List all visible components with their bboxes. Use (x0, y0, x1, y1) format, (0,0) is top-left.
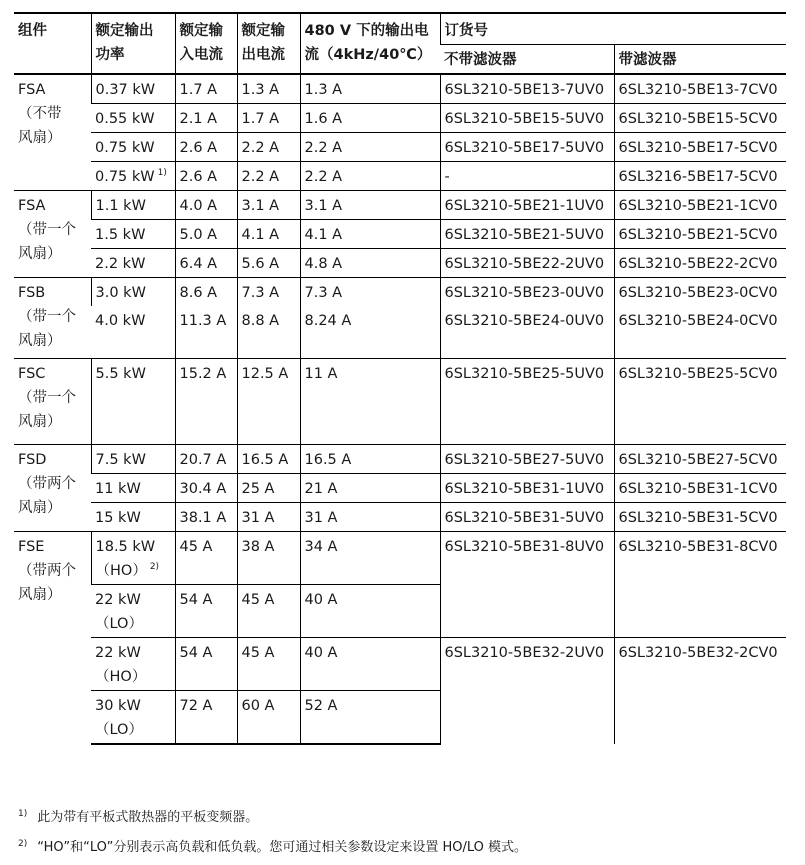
order-filter-cell: 6SL3210-5BE15-5CV0 (614, 104, 786, 133)
order-filter-cell: 6SL3210-5BE24-0CV0 (614, 306, 786, 358)
input-current-cell: 2.6 A (175, 162, 237, 191)
order-no-filter-cell: 6SL3210-5BE23-0UV0 (440, 278, 614, 307)
order-filter-cell: 6SL3210-5BE23-0CV0 (614, 278, 786, 307)
output-current-cell: 12.5 A (237, 358, 300, 444)
output-current-480v-cell: 16.5 A (300, 444, 440, 473)
order-filter-cell: 6SL3210-5BE27-5CV0 (614, 444, 786, 473)
order-no-filter-cell: - (440, 162, 614, 191)
input-current-cell: 15.2 A (175, 358, 237, 444)
order-filter-cell: 6SL3210-5BE32-2CV0 (614, 637, 786, 744)
output-current-cell: 3.1 A (237, 191, 300, 220)
input-current-cell: 6.4 A (175, 249, 237, 278)
header-without-filter: 不带滤波器 (440, 45, 614, 75)
output-current-480v-cell: 21 A (300, 473, 440, 502)
order-no-filter-cell: 6SL3210-5BE31-1UV0 (440, 473, 614, 502)
output-current-480v-cell: 1.3 A (300, 74, 440, 104)
input-current-cell: 38.1 A (175, 502, 237, 531)
footnote-1 (18, 806, 258, 825)
order-no-filter-cell: 6SL3210-5BE13-7UV0 (440, 74, 614, 104)
component-cell: FSB （带一个 风扇） (14, 278, 91, 359)
order-no-filter-cell: 6SL3210-5BE15-5UV0 (440, 104, 614, 133)
output-current-cell: 1.3 A (237, 74, 300, 104)
order-no-filter-cell: 6SL3210-5BE22-2UV0 (440, 249, 614, 278)
order-filter-cell: 6SL3210-5BE17-5CV0 (614, 133, 786, 162)
component-cell: FSA （不带 风扇） (18, 82, 62, 146)
power-cell: 22 kW （HO） (91, 637, 175, 690)
power-cell: 2.2 kW (91, 249, 175, 278)
order-no-filter-cell: 6SL3210-5BE31-5UV0 (440, 502, 614, 531)
power-cell: 0.75 kW (91, 133, 175, 162)
order-no-filter-cell: 6SL3210-5BE27-5UV0 (440, 444, 614, 473)
output-current-480v-cell: 40 A (300, 584, 440, 637)
component-cell: FSC （带一个 风扇） (14, 358, 91, 444)
input-current-cell: 5.0 A (175, 220, 237, 249)
header-component: 组件 (14, 13, 91, 74)
order-no-filter-cell: 6SL3210-5BE21-1UV0 (440, 191, 614, 220)
order-filter-cell: 6SL3216-5BE17-5CV0 (614, 162, 786, 191)
output-current-cell: 16.5 A (237, 444, 300, 473)
output-current-480v-cell: 4.8 A (300, 249, 440, 278)
output-current-cell: 38 A (237, 531, 300, 584)
header-rated-output-current: 额定输 出电流 (237, 13, 300, 74)
input-current-cell: 2.1 A (175, 104, 237, 133)
input-current-cell: 11.3 A (175, 306, 237, 358)
output-current-cell: 2.2 A (237, 133, 300, 162)
power-cell: 0.75 kW $^{1)}$ (91, 162, 175, 191)
output-current-cell: 8.8 A (237, 306, 300, 358)
footnote-ref: 2) (149, 561, 160, 572)
spec-table (14, 12, 786, 745)
input-current-cell: 1.7 A (175, 74, 237, 104)
output-current-480v-cell: 2.2 A (300, 162, 440, 191)
output-current-480v-cell: 2.2 A (300, 133, 440, 162)
input-current-cell: 45 A (175, 531, 237, 584)
input-current-cell: 8.6 A (175, 278, 237, 307)
footnote-mark: 2) (18, 838, 28, 849)
order-no-filter-cell: 6SL3210-5BE24-0UV0 (440, 306, 614, 358)
output-current-cell: 5.6 A (237, 249, 300, 278)
output-current-480v-cell: 34 A (300, 531, 440, 584)
power-cell: 5.5 kW (91, 358, 175, 444)
power-cell: 0.55 kW (91, 104, 175, 133)
component-cell: FSD （带两个 风扇） (14, 444, 91, 531)
header-rated-input-current: 额定输 入电流 (175, 13, 237, 74)
power-cell: 15 kW (91, 502, 175, 531)
header-order-number: 订货号 (440, 13, 786, 45)
header-output-current-480v: 480 V 下的输出电 流（4kHz/40℃） (300, 13, 440, 74)
order-filter-cell: 6SL3210-5BE31-1CV0 (614, 473, 786, 502)
footnote-text: “HO”和“LO”分别表示高负载和低负载。您可通过相关参数设定来设置 HO/LO 模式。 (37, 840, 528, 855)
power-cell: 1.1 kW (91, 191, 175, 220)
order-filter-cell: 6SL3210-5BE25-5CV0 (614, 358, 786, 444)
power-cell: 3.0 kW (91, 278, 175, 307)
order-filter-cell: 6SL3210-5BE31-8CV0 (614, 531, 786, 637)
output-current-cell: 1.7 A (237, 104, 300, 133)
output-current-480v-cell: 8.24 A (300, 306, 440, 358)
output-current-cell: 2.2 A (237, 162, 300, 191)
output-current-cell: 31 A (237, 502, 300, 531)
output-current-cell: 45 A (237, 637, 300, 690)
order-no-filter-cell: 6SL3210-5BE25-5UV0 (440, 358, 614, 444)
output-current-480v-cell: 52 A (300, 690, 440, 744)
power-cell: 0.37 kW (91, 74, 175, 104)
order-filter-cell: 6SL3210-5BE21-5CV0 (614, 220, 786, 249)
power-cell: 22 kW （LO） (91, 584, 175, 637)
order-no-filter-cell: 6SL3210-5BE32-2UV0 (440, 637, 614, 744)
input-current-cell: 54 A (175, 584, 237, 637)
input-current-cell: 20.7 A (175, 444, 237, 473)
order-filter-cell: 6SL3210-5BE13-7CV0 (614, 74, 786, 104)
power-cell: 1.5 kW (91, 220, 175, 249)
footnote-mark: 1) (18, 808, 28, 819)
footnote-ref: 1) (157, 168, 167, 179)
power-cell: 11 kW (91, 473, 175, 502)
footnote-2 (18, 836, 527, 855)
output-current-480v-cell: 40 A (300, 637, 440, 690)
order-filter-cell: 6SL3210-5BE22-2CV0 (614, 249, 786, 278)
output-current-480v-cell: 7.3 A (300, 278, 440, 307)
order-filter-cell: 6SL3210-5BE31-5CV0 (614, 502, 786, 531)
output-current-cell: 7.3 A (237, 278, 300, 307)
input-current-cell: 2.6 A (175, 133, 237, 162)
input-current-cell: 54 A (175, 637, 237, 690)
output-current-cell: 4.1 A (237, 220, 300, 249)
output-current-480v-cell: 1.6 A (300, 104, 440, 133)
power-cell: 4.0 kW (95, 313, 146, 329)
input-current-cell: 30.4 A (175, 473, 237, 502)
order-filter-cell: 6SL3210-5BE21-1CV0 (614, 191, 786, 220)
output-current-480v-cell: 11 A (300, 358, 440, 444)
output-current-480v-cell: 31 A (300, 502, 440, 531)
output-current-480v-cell: 3.1 A (300, 191, 440, 220)
power-cell: 30 kW （LO） (91, 690, 175, 744)
power-cell: 18.5 kW （HO） $^{2)}$ (91, 531, 175, 584)
output-current-cell: 60 A (237, 690, 300, 744)
footnote-text: 此为带有平板式散热器的平板变频器。 (37, 810, 259, 825)
input-current-cell: 4.0 A (175, 191, 237, 220)
header-with-filter: 带滤波器 (614, 45, 786, 75)
component-cell: FSA （带一个 风扇） (14, 191, 91, 278)
header-rated-output-power: 额定输出 功率 (91, 13, 175, 74)
output-current-cell: 45 A (237, 584, 300, 637)
order-no-filter-cell: 6SL3210-5BE31-8UV0 (440, 531, 614, 637)
order-no-filter-cell: 6SL3210-5BE21-5UV0 (440, 220, 614, 249)
output-current-cell: 25 A (237, 473, 300, 502)
power-cell: 7.5 kW (91, 444, 175, 473)
order-no-filter-cell: 6SL3210-5BE17-5UV0 (440, 133, 614, 162)
output-current-480v-cell: 4.1 A (300, 220, 440, 249)
input-current-cell: 72 A (175, 690, 237, 744)
component-cell: FSE （带两个 风扇） (14, 531, 91, 744)
